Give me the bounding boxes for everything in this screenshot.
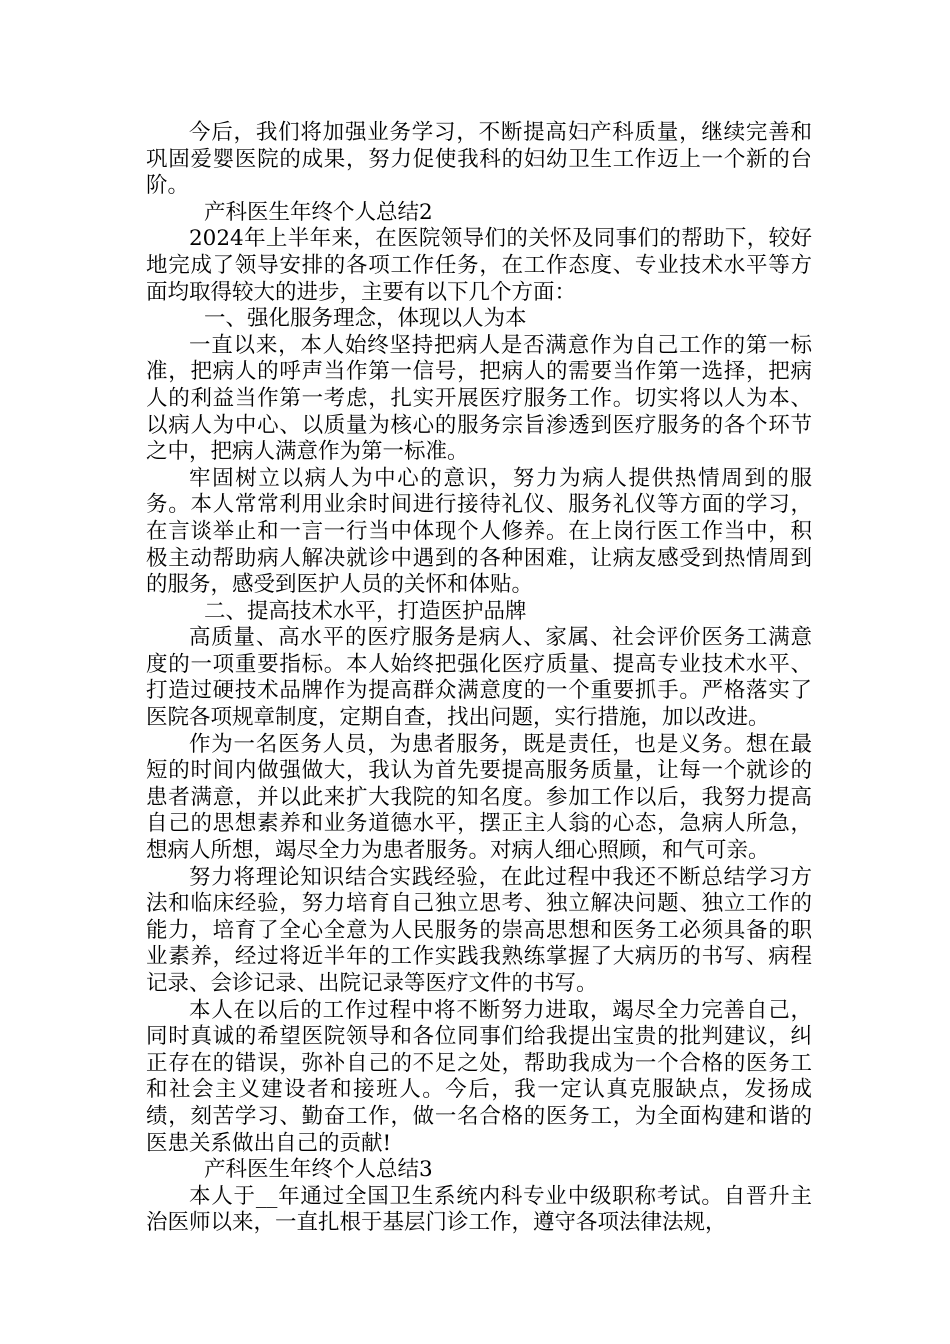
paragraph: 努力将理论知识结合实践经验，在此过程中我还不断总结学习方法和临床经验，努力培育自己独立思考、独立解决问题、独立工作的能力，培育了全心全意为人民服务的崇高思想和医务工必须具备的职业素养，经过将近半年的工作实践我熟练掌握了大病历的书写、病程记录、会诊记录、出院记录等医疗文件的书写。	[146, 864, 812, 996]
paragraph: 本人在以后的工作过程中将不断努力进取，竭尽全力完善自己，同时真诚的希望医院领导和各位同事们给我提出宝贵的批判建议，纠正存在的错误，弥补自己的不足之处，帮助我成为一个合格的医务工和社会主义建设者和接班人。今后，我一定认真克服缺点，发扬成绩，刻苦学习、勤奋工作，做一名合格的医务工，为全面构建和谐的医患关系做出自己的贡献!	[146, 997, 812, 1156]
paragraph: 牢固树立以病人为中心的意识，努力为病人提供热情周到的服务。本人常常利用业余时间进行接待礼仪、服务礼仪等方面的学习，在言谈举止和一言一行当中体现个人修养。在上岗行医工作当中，积极主动帮助病人解决就诊中遇到的各种困难，让病友感受到热情周到的服务，感受到医护人员的关怀和体贴。	[146, 465, 812, 598]
document-page	[146, 120, 812, 1237]
subsection-title: 二、提高技术水平，打造医护品牌	[204, 598, 527, 624]
subsection-title: 一、强化服务理念，体现以人为本	[204, 306, 527, 332]
paragraph: 作为一名医务人员，为患者服务，既是责任，也是义务。想在最短的时间内做强做大，我认为首先要提高服务质量，让每一个就诊的患者满意，并以此来扩大我院的知名度。参加工作以后，我努力提高自己的思想素养和业务道德水平，摆正主人翁的心态，急病人所急，想病人所想，竭尽全力为患者服务。对病人细心照顾，和气可亲。	[146, 731, 812, 864]
paragraph: 本人于__年通过全国卫生系统内科专业中级职称考试。自晋升主治医师以来，一直扎根于基层门诊工作，遵守各项法律法规，	[146, 1183, 812, 1236]
section-title: 产科医生年终个人总结3	[204, 1157, 433, 1183]
section-title: 产科医生年终个人总结2	[204, 199, 433, 225]
paragraph: 一直以来，本人始终坚持把病人是否满意作为自己工作的第一标准，把病人的呼声当作第一信号，把病人的需要当作第一选择，把病人的利益当作第一考虑，扎实开展医疗服务工作。切实将以人为本、以病人为中心、以质量为核心的服务宗旨渗透到医疗服务的各个环节之中，把病人满意作为第一标准。	[146, 332, 812, 465]
paragraph: 高质量、高水平的医疗服务是病人、家属、社会评价医务工满意度的一项重要指标。本人始终把强化医疗质量、提高专业技术水平、打造过硬技术品牌作为提高群众满意度的一个重要抓手。严格落实了医院各项规章制度，定期自查，找出问题，实行措施，加以改进。	[146, 625, 812, 731]
paragraph: 今后，我们将加强业务学习，不断提高妇产科质量，继续完善和巩固爱婴医院的成果，努力促使我科的妇幼卫生工作迈上一个新的台阶。	[146, 120, 812, 199]
paragraph: 2024年上半年来，在医院领导们的关怀及同事们的帮助下，较好地完成了领导安排的各项工作任务，在工作态度、专业技术水平等方面均取得较大的进步，主要有以下几个方面：	[146, 226, 812, 305]
